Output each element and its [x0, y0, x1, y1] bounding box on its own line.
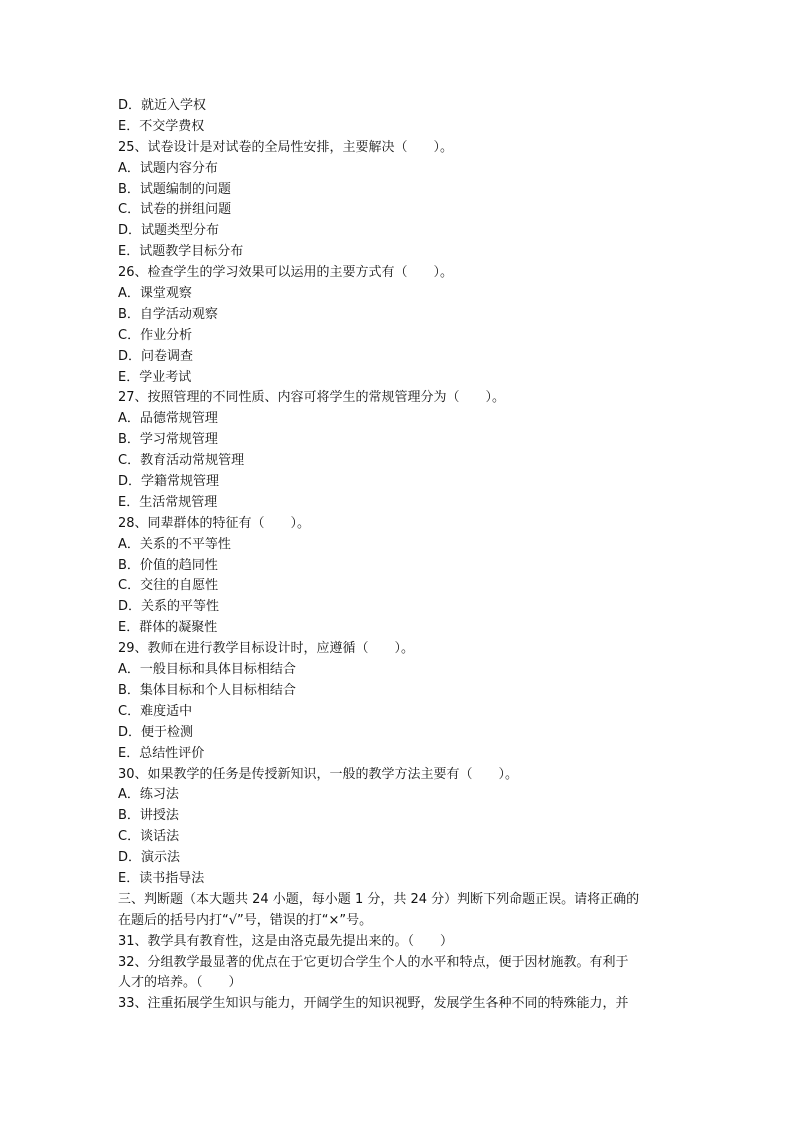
option-a-q27: A．品德常规管理	[118, 411, 218, 427]
option-e-q29: E．总结性评价	[118, 745, 205, 761]
question-25: 25、试卷设计是对试卷的全局性安排，主要解决（ ）。	[118, 139, 454, 155]
option-b-q30: B．讲授法	[118, 808, 179, 824]
option-c-q30: C．谈话法	[118, 829, 180, 845]
question-33: 33、注重拓展学生知识与能力，开阔学生的知识视野，发展学生各种不同的特殊能力，并	[118, 996, 629, 1012]
option-e-q28: E．群体的凝聚性	[118, 620, 218, 636]
option-a-q28: A．关系的不平等性	[118, 536, 231, 552]
question-32-part2: 人才的培养。（ ）	[118, 975, 242, 991]
option-a-q25: A．试题内容分布	[118, 160, 218, 176]
option-d-q26: D．问卷调查	[118, 348, 194, 364]
option-a-q26: A．课堂观察	[118, 286, 192, 302]
option-b-q28: B．价值的趋同性	[118, 557, 218, 573]
option-e-q27: E．生活常规管理	[118, 494, 218, 510]
question-27: 27、按照管理的不同性质、内容可将学生的常规管理分为（ ）。	[118, 390, 506, 406]
option-d-q30: D．演示法	[118, 850, 181, 866]
option-c-q27: C．教育活动常规管理	[118, 453, 245, 469]
question-30: 30、如果教学的任务是传授新知识，一般的教学方法主要有（ ）。	[118, 766, 519, 782]
option-d-q24: D．就近入学权	[118, 98, 207, 113]
option-d-q27: D．学籍常规管理	[118, 474, 220, 490]
option-c-q29: C．难度适中	[118, 703, 193, 719]
question-28: 28、同辈群体的特征有（ ）。	[118, 515, 311, 531]
option-e-q30: E．读书指导法	[118, 870, 205, 886]
option-b-q26: B．自学活动观察	[118, 306, 218, 322]
option-e-q24: E．不交学费权	[118, 118, 205, 134]
question-31: 31、教学具有教育性，这是由洛克最先提出来的。（ ）	[118, 933, 454, 949]
option-b-q27: B．学习常规管理	[118, 432, 218, 448]
option-c-q25: C．试卷的拼组问题	[118, 202, 232, 218]
option-b-q29: B．集体目标和个人目标相结合	[118, 682, 296, 698]
question-26: 26、检查学生的学习效果可以运用的主要方式有（ ）。	[118, 265, 454, 281]
option-d-q25: D．试题类型分布	[118, 223, 220, 239]
option-b-q25: B．试题编制的问题	[118, 181, 231, 197]
document-page	[118, 96, 678, 1015]
question-32-part1: 32、分组教学最显著的优点在于它更切合学生个人的水平和特点，便于因材施教。有利于	[118, 954, 629, 970]
section-instruction: 在题后的括号内打“√”号，错误的打“×”号。	[118, 912, 373, 928]
section-heading-judgment: 三、判断题（本大题共 24 小题，每小题 1 分，共 24 分）判断下列命题正误。请将正确的	[118, 891, 640, 907]
option-e-q25: E．试题教学目标分布	[118, 244, 244, 260]
option-d-q29: D．便于检测	[118, 724, 194, 740]
option-d-q28: D．关系的平等性	[118, 599, 220, 615]
question-29: 29、教师在进行教学目标设计时，应遵循（ ）。	[118, 641, 415, 657]
option-a-q30: A．练习法	[118, 787, 179, 803]
option-c-q26: C．作业分析	[118, 327, 193, 343]
option-a-q29: A．一般目标和具体目标相结合	[118, 662, 296, 678]
option-e-q26: E．学业考试	[118, 369, 192, 385]
option-c-q28: C．交往的自愿性	[118, 578, 219, 594]
